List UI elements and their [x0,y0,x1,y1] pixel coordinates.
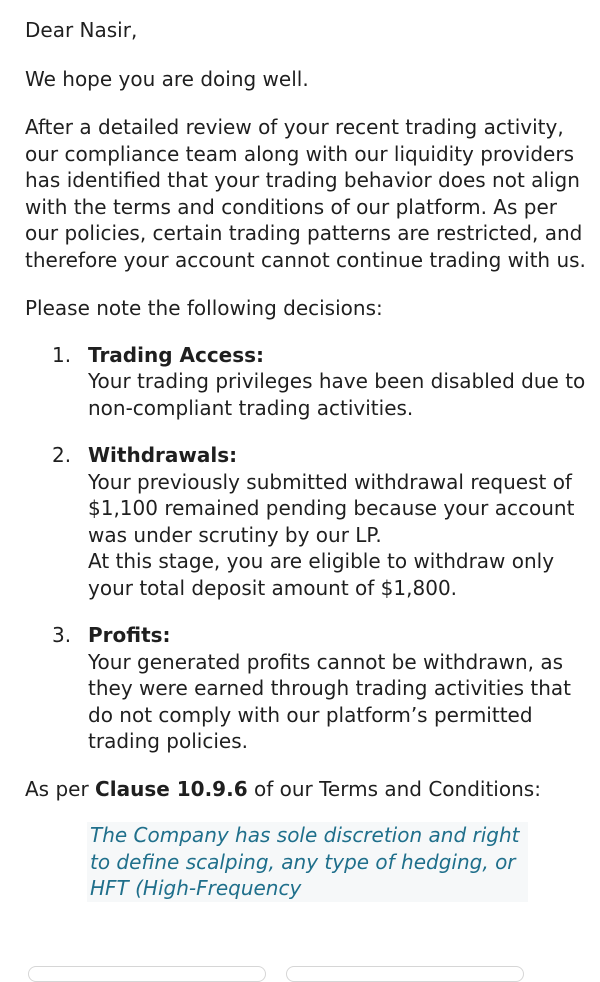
decision-body: Your trading privileges have been disabled due to non-compliant trading activities. [88,369,586,420]
decision-title: Withdrawals: [88,443,238,467]
decision-body: Your generated profits cannot be withdrawn, as they were earned through trading activities that do not comply with our platform’s permitted trading policies. [88,649,571,753]
decision-body: Your previously submitted withdrawal request of $1,100 remained pending because your account was under scrutiny by our LP. [88,469,575,547]
right-action-button[interactable] [286,966,524,982]
greeting: Dear Nasir, [25,18,138,42]
clause-prefix: As per [25,776,96,801]
decision-body-continued: At this stage, you are eligible to withdraw only your total deposit amount of $1,800. [88,549,555,600]
email-body [25,17,587,922]
decision-item-profits [25,622,587,755]
decision-item-withdrawals [25,442,587,601]
decision-number: 3. [52,623,72,647]
action-buttons-row [0,966,600,973]
decisions-intro: Please note the following decisions: [25,296,383,320]
opening-line: We hope you are doing well. [25,66,309,91]
clause-reference-line [25,776,587,803]
decision-number: 1. [52,342,72,367]
decision-number: 2. [52,443,72,467]
decisions-list [25,342,587,755]
clause-suffix: of our Terms and Conditions: [247,776,541,801]
left-action-button[interactable] [28,966,266,982]
clause-quote: The Company has sole discretion and right to define scalping, any type of hedging, or HFT (High-Frequency [87,822,528,902]
clause-number: Clause 10.9.6 [95,776,248,801]
review-paragraph: After a detailed review of your recent trading activity, our compliance team along with our liquidity providers has identified that your trading behavior does not align with the terms and conditions of our platform. As per our policies, certain trading patterns are restricted, and therefore your account cannot continue trading with us. [25,115,586,272]
decision-title: Trading Access: [88,342,265,367]
decision-item-trading-access [25,342,587,422]
decision-title: Profits: [88,623,171,647]
